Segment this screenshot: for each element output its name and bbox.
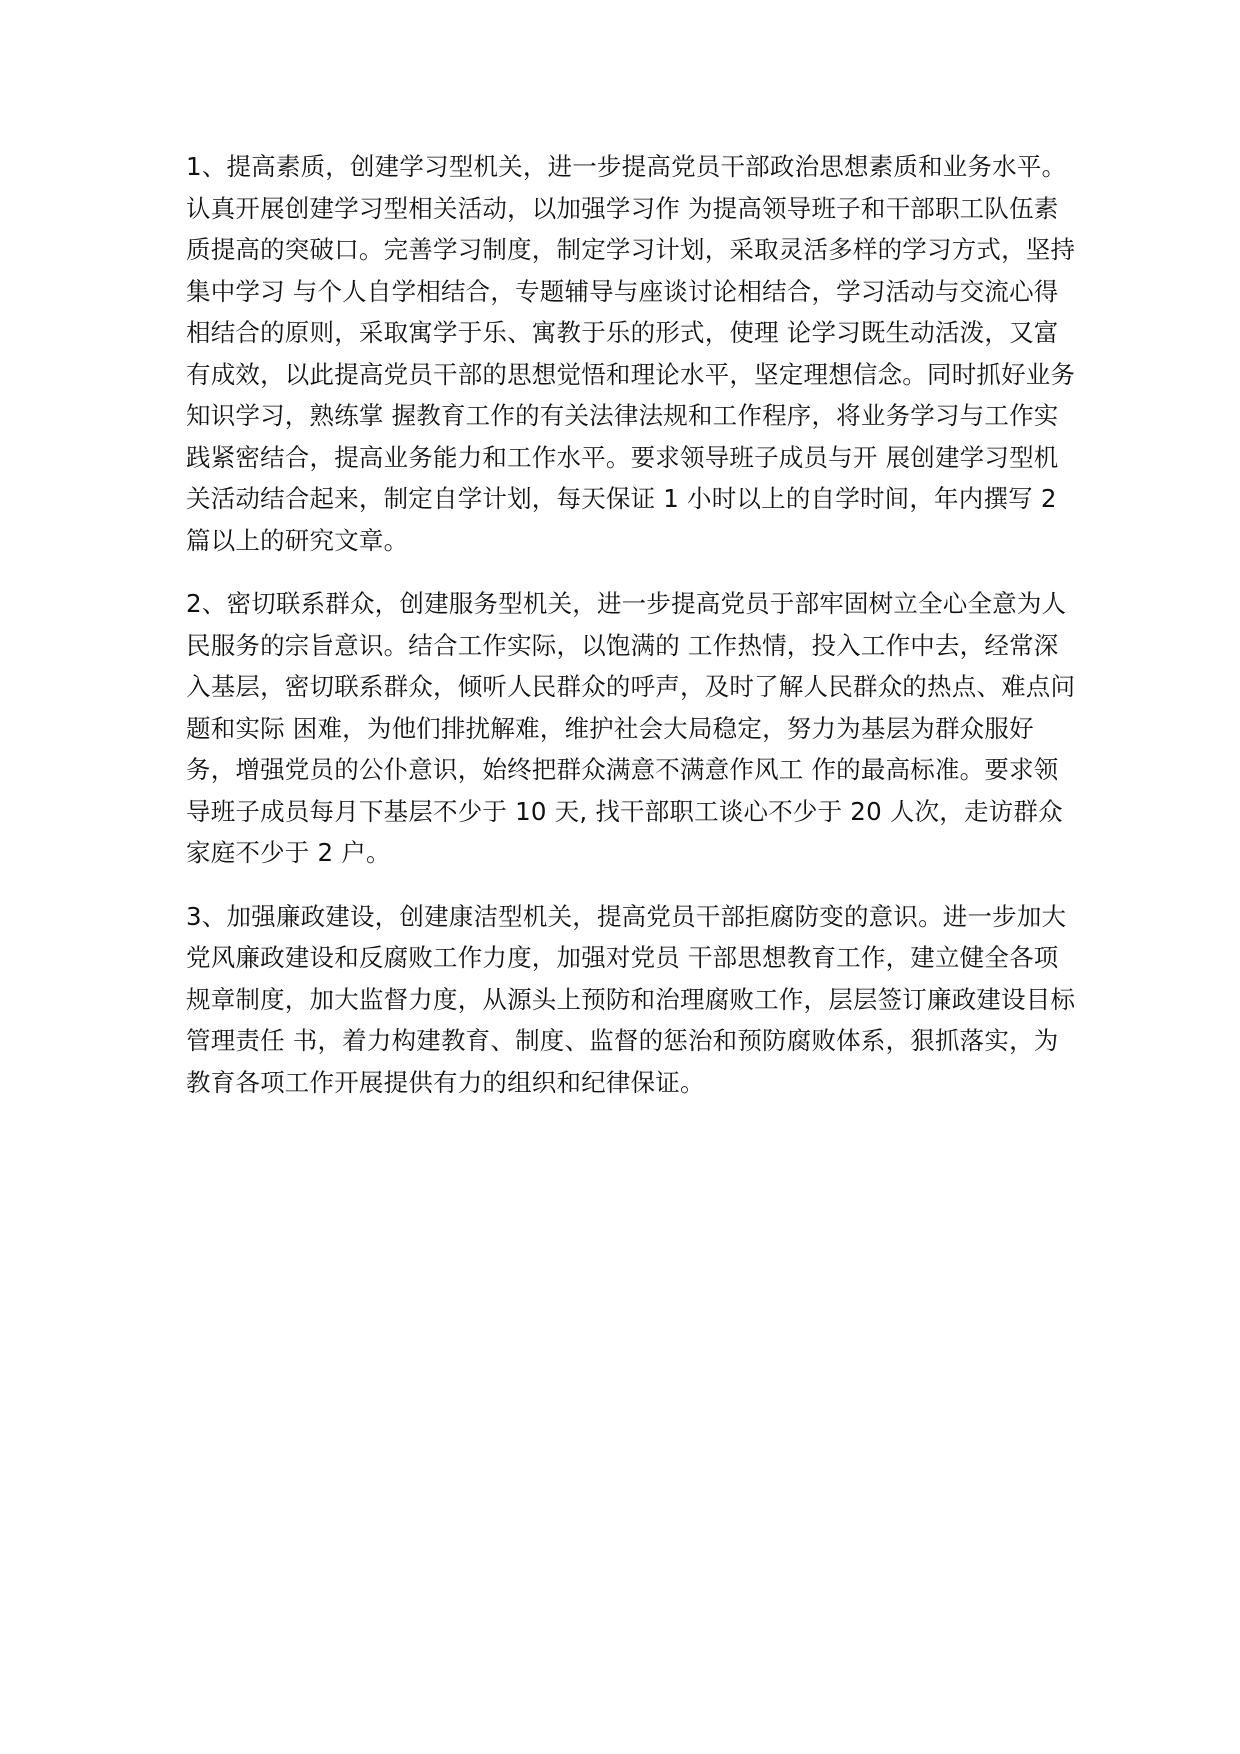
text-line: 践紧密结合，提高业务能力和工作水平。要求领导班子成员与开 展创建学习型机 [186, 442, 1059, 472]
text-line: 导班子成员每月下基层不少于 10 天, 找干部职工谈心不少于 20 人次，走访群众 [186, 796, 1063, 826]
text-line: 规章制度，加大监督力度，从源头上预防和治理腐败工作，层层签订廉政建设目标 [186, 984, 1076, 1014]
document-body [186, 146, 1076, 1125]
text-line: 民服务的宗旨意识。结合工作实际，以饱满的 工作热情，投入工作中去，经常深 [186, 630, 1059, 660]
paragraph-3 [186, 896, 1076, 1104]
text-line: 党风廉政建设和反腐败工作力度，加强对党员 干部思想教育工作，建立健全各项 [186, 943, 1059, 972]
text-line: 有成效，以此提高党员干部的思想觉悟和理论水平，坚定理想信念。同时抓好业务 [186, 359, 1076, 389]
paragraph-2 [186, 583, 1076, 874]
text-line: 关活动结合起来，制定自学计划，每天保证 1 小时以上的自学时间，年内撰写 2 [186, 484, 1057, 513]
paragraph-1 [186, 146, 1076, 561]
text-line: 知识学习，熟练掌 握教育工作的有关法律法规和工作程序，将业务学习与工作实 [186, 401, 1059, 430]
text-line: 质提高的突破口。完善学习制度，制定学习计划，采取灵活多样的学习方式，坚持 [186, 235, 1076, 264]
text-line: 3、加强廉政建设，创建康洁型机关，提高党员干部拒腐防变的意识。进一步加大 [186, 901, 1067, 931]
text-line: 家庭不少于 2 户。 [186, 838, 391, 867]
text-line: 务，增强党员的公仆意识，始终把群众满意不满意作风工 作的最高标准。要求领 [186, 755, 1059, 784]
text-line: 1、提高素质，创建学习型机关，进一步提高党员干部政治思想素质和业务水平。 [186, 152, 1067, 181]
text-line: 2、密切联系群众，创建服务型机关，进一步提高党员于部牢固树立全心全意为人 [186, 589, 1067, 618]
text-line: 管理责任 书，着力构建教育、制度、监督的惩治和预防腐败体系，狠抓落实，为 [186, 1026, 1059, 1055]
text-line: 入基层，密切联系群众，倾听人民群众的呼声，及时了解人民群众的热点、难点问 [186, 672, 1076, 701]
text-line: 篇以上的研究文章。 [186, 525, 409, 555]
text-line: 题和实际 困难，为他们排扰解难，维护社会大局稳定，努力为基层为群众服好 [186, 713, 1034, 743]
text-line: 教育各项工作开展提供有力的组织和纪律保证。 [186, 1067, 705, 1097]
text-line: 相结合的原则，采取寓学于乐、寓教于乐的形式，使理 论学习既生动活泼，又富 [186, 318, 1059, 347]
text-line: 集中学习 与个人自学相结合，专题辅导与座谈讨论相结合，学习活动与交流心得 [186, 276, 1059, 306]
text-line: 认真开展创建学习型相关活动，以加强学习作 为提高领导班子和干部职工队伍素 [186, 193, 1059, 223]
